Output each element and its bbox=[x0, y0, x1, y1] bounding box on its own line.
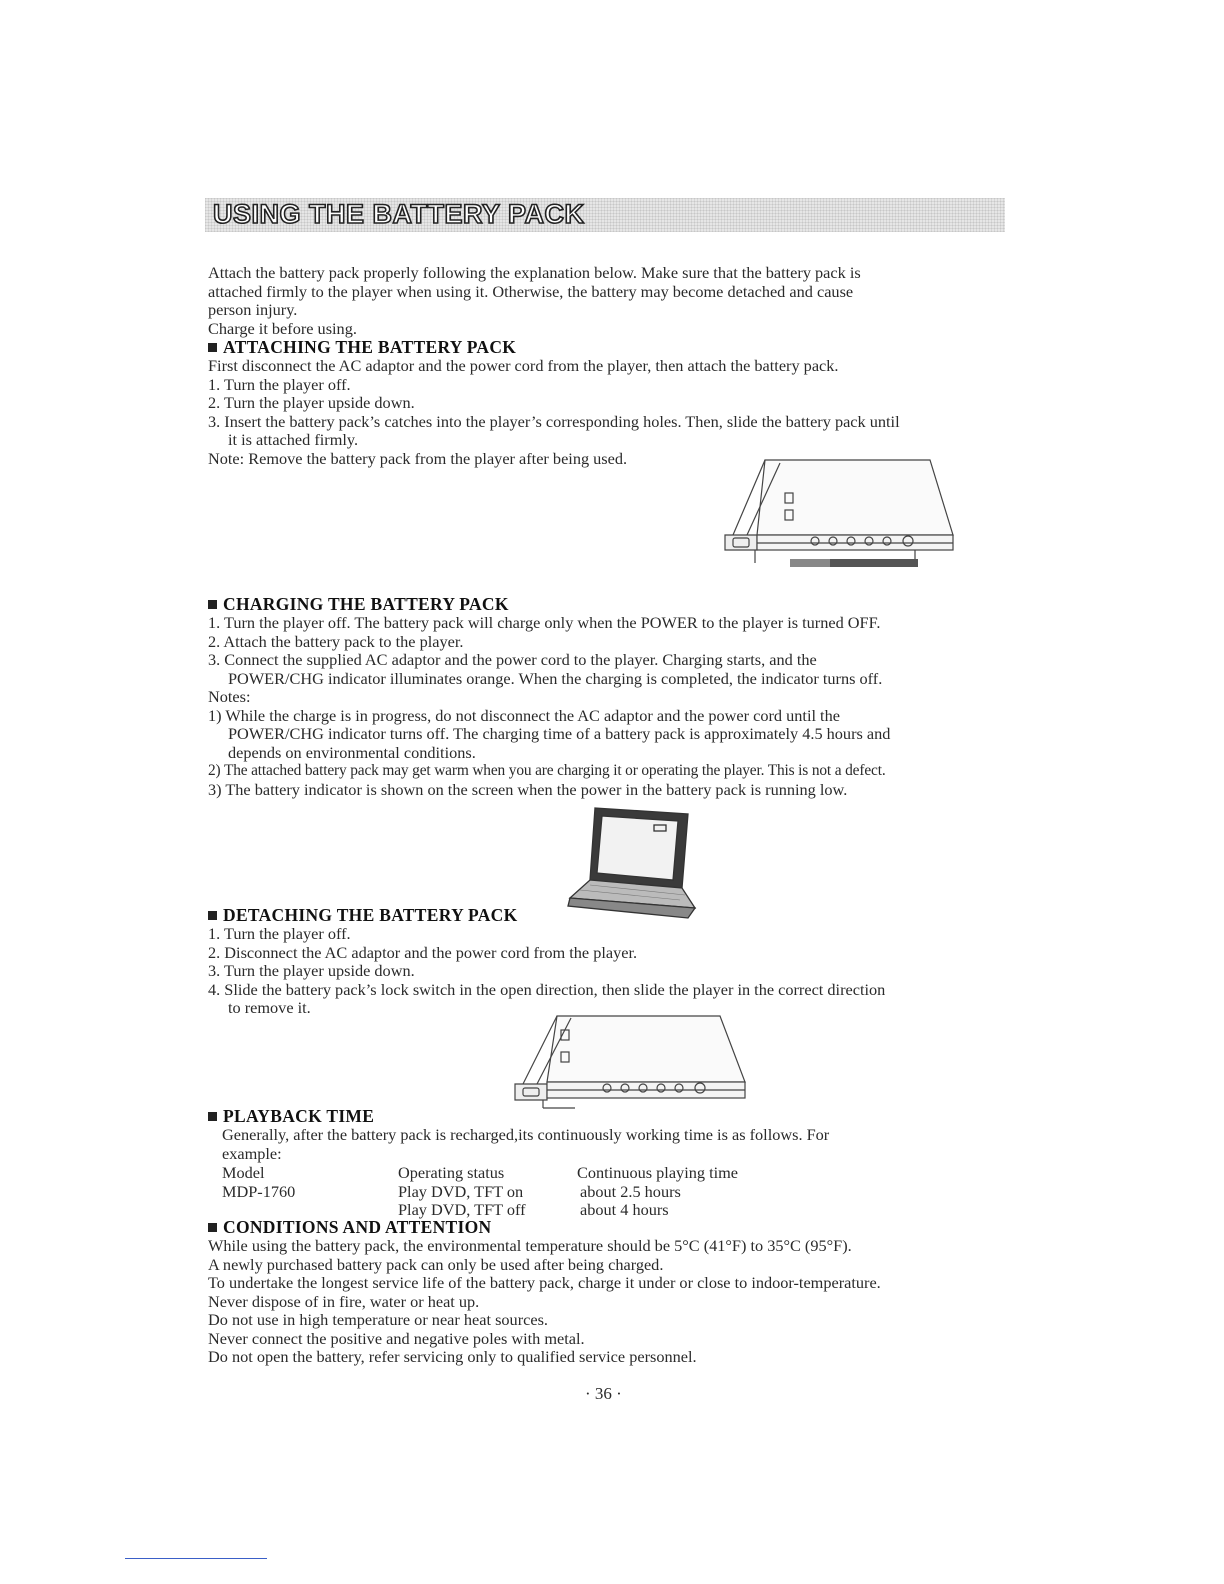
charging-step: 1. Turn the player off. The battery pack will charge only when the POWER to the player is turned OFF. bbox=[208, 613, 881, 632]
playback-section bbox=[208, 1107, 1008, 1163]
attaching-note: Note: Remove the battery pack from the player after being used. bbox=[208, 448, 628, 468]
charging-step-cont: POWER/CHG indicator illuminates orange. When the charging is completed, the indicator turns off. bbox=[228, 668, 883, 688]
conditions-line: A newly purchased battery pack can only be used after being charged. bbox=[208, 1254, 664, 1274]
detaching-section bbox=[208, 906, 1008, 1018]
conditions-line: Never connect the positive and negative poles with metal. bbox=[208, 1328, 585, 1348]
conditions-line: Never dispose of in fire, water or heat up. bbox=[208, 1291, 480, 1311]
conditions-section bbox=[208, 1218, 1008, 1367]
intro-paragraph bbox=[208, 264, 1008, 338]
bullet-square-icon bbox=[208, 911, 217, 920]
intro-line: person injury. bbox=[208, 300, 298, 319]
detaching-step: 1. Turn the player off. bbox=[208, 924, 351, 943]
charging-note: 3) The battery indicator is shown on the screen when the power in the battery pack is running low. bbox=[208, 779, 848, 799]
conditions-line: Do not open the battery, refer servicing only to qualified service personnel. bbox=[208, 1347, 697, 1366]
attaching-section bbox=[208, 338, 1008, 468]
charging-step: 2. Attach the battery pack to the player. bbox=[208, 631, 464, 651]
playback-intro: Generally, after the battery pack is recharged,its continuously working time is as follows. For bbox=[222, 1125, 830, 1144]
detaching-step-cont: to remove it. bbox=[228, 998, 311, 1017]
table-cell-status: Play DVD, TFT on bbox=[398, 1182, 524, 1201]
table-header-time: Continuous playing time bbox=[577, 1163, 738, 1182]
section-banner bbox=[205, 198, 1005, 232]
detaching-step: 2. Disconnect the AC adaptor and the power cord from the player. bbox=[208, 942, 638, 962]
table-cell-model: MDP-1760 bbox=[222, 1182, 296, 1201]
charging-section bbox=[208, 595, 1008, 799]
player-detach-illustration bbox=[515, 1012, 755, 1112]
intro-line: Attach the battery pack properly following the explanation below. Make sure that the battery pack is bbox=[208, 263, 861, 282]
charging-note-cont: depends on environmental conditions. bbox=[228, 742, 476, 762]
attaching-step: 3. Insert the battery pack’s catches into the player’s corresponding holes. Then, slide the battery pack until bbox=[208, 411, 900, 431]
section-title: USING THE BATTERY PACK bbox=[213, 199, 585, 229]
intro-line: Charge it before using. bbox=[208, 318, 357, 338]
intro-line: attached firmly to the player when using it. Otherwise, the battery may become detached and cause bbox=[208, 281, 854, 301]
table-cell-time: about 2.5 hours bbox=[580, 1182, 681, 1201]
page-number: · 36 · bbox=[585, 1384, 622, 1403]
conditions-line: While using the battery pack, the environmental temperature should be 5°C (41°F) to 35°C (95°F). bbox=[208, 1236, 852, 1255]
bullet-square-icon bbox=[208, 343, 217, 352]
table-cell-time: about 4 hours bbox=[580, 1200, 669, 1219]
bullet-square-icon bbox=[208, 600, 217, 609]
attaching-step-cont: it is attached firmly. bbox=[228, 430, 359, 449]
charging-notes-label: Notes: bbox=[208, 687, 251, 706]
conditions-line: To undertake the longest service life of the battery pack, charge it under or close to indoor-temperature. bbox=[208, 1273, 881, 1292]
attaching-step: 2. Turn the player upside down. bbox=[208, 393, 415, 412]
conditions-heading: CONDITIONS AND ATTENTION bbox=[208, 1218, 1008, 1237]
playback-heading: PLAYBACK TIME bbox=[208, 1107, 1008, 1126]
table-cell-status: Play DVD, TFT off bbox=[398, 1200, 526, 1219]
playback-intro: example: bbox=[222, 1143, 282, 1163]
detaching-step: 3. Turn the player upside down. bbox=[208, 961, 415, 980]
charging-note: 1) While the charge is in progress, do not disconnect the AC adaptor and the power cord until the bbox=[208, 705, 840, 725]
bullet-square-icon bbox=[208, 1223, 217, 1232]
table-header-model: Model bbox=[222, 1163, 265, 1182]
attaching-heading: ATTACHING THE BATTERY PACK bbox=[208, 338, 1008, 357]
attaching-line: First disconnect the AC adaptor and the power cord from the player, then attach the battery pack. bbox=[208, 356, 839, 375]
detaching-heading: DETACHING THE BATTERY PACK bbox=[208, 906, 1008, 925]
charging-heading: CHARGING THE BATTERY PACK bbox=[208, 595, 1008, 614]
table-header-status: Operating status bbox=[398, 1163, 505, 1182]
detaching-step: 4. Slide the battery pack’s lock switch in the open direction, then slide the player in the correct direction bbox=[208, 979, 886, 999]
attaching-step: 1. Turn the player off. bbox=[208, 374, 351, 394]
charging-note: 2) The attached battery pack may get warm when you are charging it or operating the player. This is not a defect. bbox=[208, 762, 886, 779]
player-battery-illustration bbox=[725, 455, 1015, 585]
footer-rule bbox=[125, 1558, 267, 1559]
charging-note-cont: POWER/CHG indicator turns off. The charging time of a battery pack is approximately 4.5 hours and bbox=[228, 724, 891, 743]
bullet-square-icon bbox=[208, 1112, 217, 1121]
conditions-line: Do not use in high temperature or near heat sources. bbox=[208, 1310, 548, 1329]
charging-step: 3. Connect the supplied AC adaptor and the power cord to the player. Charging starts, and the bbox=[208, 650, 817, 669]
